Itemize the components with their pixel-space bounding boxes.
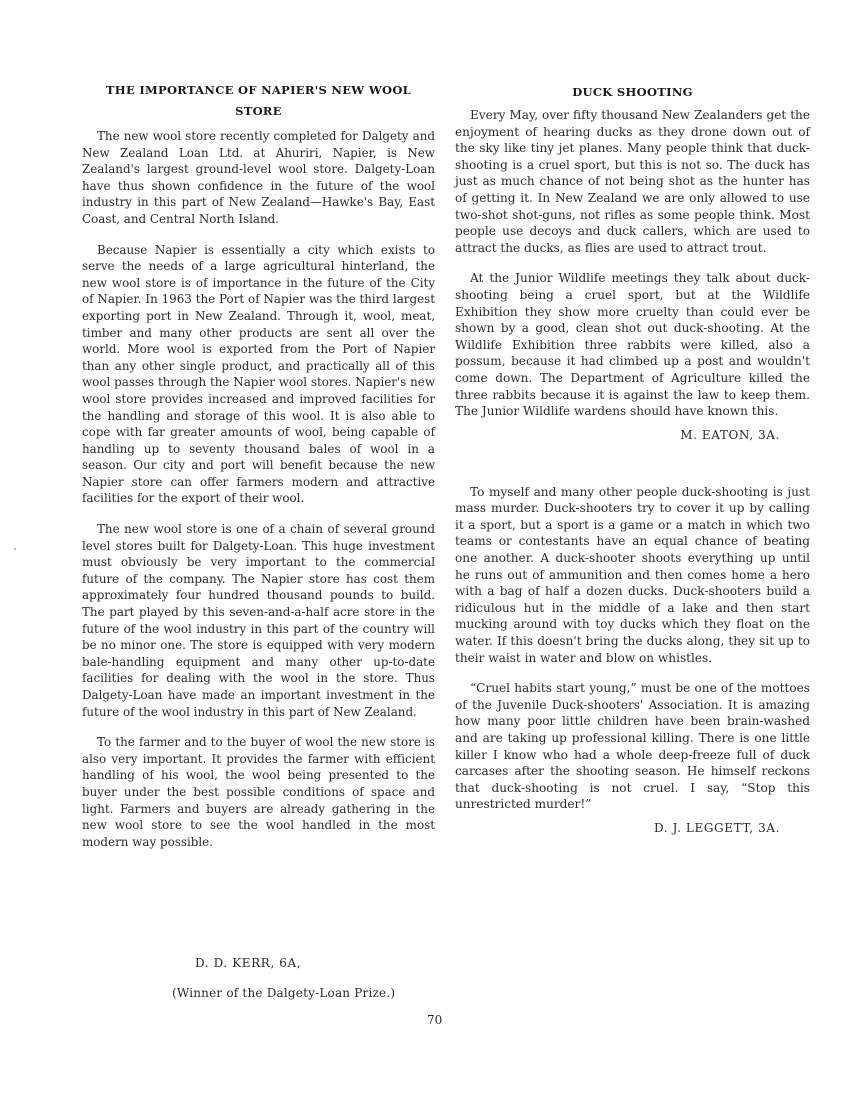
scan-speck (14, 548, 16, 550)
wool-store-paragraph-3: The new wool store is one of a chain of several ground level stores built for Dalgety-Loan. This huge investment must obviously be very important to the commercial future of the company. The Napier store has cost them approximately four hundred thousand pounds to build. The part played by this seven-and-a-half acre store in the future of the wool industry in this part of the country will be no minor one. The store is equipped with very modern bale-handling equipment and many other up-to-date facilities for dealing with the wool in the store. Thus Dalgety-Loan have made an important investment in the future of the wool industry in this part of New Zealand. (82, 522, 435, 719)
duck-shooting-paragraph-1: Every May, over fifty thousand New Zealanders get the enjoyment of hearing ducks as they drone down out of the sky like tiny jet planes. Many people think that duck-shooting is a cruel sport, but this is not so. The duck has just as much chance of not being shot as the hunter has of getting it. In New Zealand we are only allowed to use two-shot shot-guns, not rifles as some people think. Most people use decoys and duck callers, which are used to attract the ducks, as flies are used to attract trout. (455, 108, 810, 255)
duck-shooting-paragraph-3: To myself and many other people duck-shooting is just mass murder. Duck-shooters try to cover it up by calling it a sport, but a sport is a game or a match in which two teams or contestants have an equal chance of beating one another. A duck-shooter shoots everything up until he runs out of ammunition and then comes home a hero with a bag of half a dozen ducks. Duck-shooters build a ridiculous hut in the middle of a lake and then start mucking around with toy ducks which they float on the water. If this doesn't bring the ducks along, they sit up to their waist in water and blow on whistles. (455, 484, 810, 665)
duck-shooting-author-1: M. EATON, 3A. (680, 427, 780, 442)
page-number: 70 (427, 1013, 443, 1027)
prize-note: (Winner of the Dalgety-Loan Prize.) (172, 986, 396, 1000)
left-column (82, 80, 435, 864)
wool-store-paragraph-2: Because Napier is essentially a city which exists to serve the needs of a large agricultural hinterland, the new wool store is of importance in the future of the City of Napier. In 1963 the Port of Napier was the third largest exporting port in New Zealand. Through it, wool, meat, timber and many other products are sent all over the world. More wool is exported from the Port of Napier than any other single product, and practically all of this wool passes through the Napier wool stores. Napier's new wool store provides increased and improved facilities for the handling and storage of this wool. It is also able to cope with far greater amounts of wool, being capable of handling up to seventy thousand bales of wool in a season. Our city and port will benefit because the new Napier store can offer farmers modern and attractive facilities for the export of their wool. (82, 242, 435, 506)
wool-store-paragraph-1: The new wool store recently completed for Dalgety and New Zealand Loan Ltd. at Ahuriri, Napier, is New Zealand's largest ground-level wool store. Dalgety-Loan have thus shown confidence in the future of the wool industry in this part of New Zealand—Hawke's Bay, East Coast, and Central North Island. (82, 129, 435, 226)
wool-store-article-title: THE IMPORTANCE OF NAPIER'S NEW WOOL STORE (105, 83, 412, 118)
wool-store-paragraph-4: To the farmer and to the buyer of wool the new store is also very important. It provides the farmer with efficient handling of his wool, the wool being presented to the buyer under the best possible conditions of space and light. Farmers and buyers are already gathering in the new wool store to see the wool handled in the most modern way possible. (82, 735, 435, 849)
duck-shooting-article-title: DUCK SHOOTING (572, 85, 693, 99)
duck-shooting-paragraph-2: At the Junior Wildlife meetings they talk about duck-shooting being a cruel sport, but at the Wildlife Exhibition they show more cruelty than could ever be shown by a good, clean shot out duck-shooting. At the Wildlife Exhibition three rabbits were killed, also a possum, because it had climbed up a post and wouldn't come down. The Department of Agriculture killed the three rabbits because it is against the law to keep them. The Junior Wildlife wardens should have known this. (455, 271, 810, 419)
wool-store-author: D. D. KERR, 6A, (195, 956, 302, 970)
duck-shooting-author-2: D. J. LEGGETT, 3A. (653, 820, 780, 835)
right-column (455, 82, 810, 835)
duck-shooting-paragraph-4: “Cruel habits start young,” must be one of the mottoes of the Juvenile Duck-shooters' Association. It is amazing how many poor little children have been brain-washed and are taking up professional killing. There is one little killer I know who had a whole deep-freeze full of duck carcases after the shooting season. He himself reckons that duck-shooting is not cruel. I say, “Stop this unrestricted murder!” (455, 681, 810, 812)
